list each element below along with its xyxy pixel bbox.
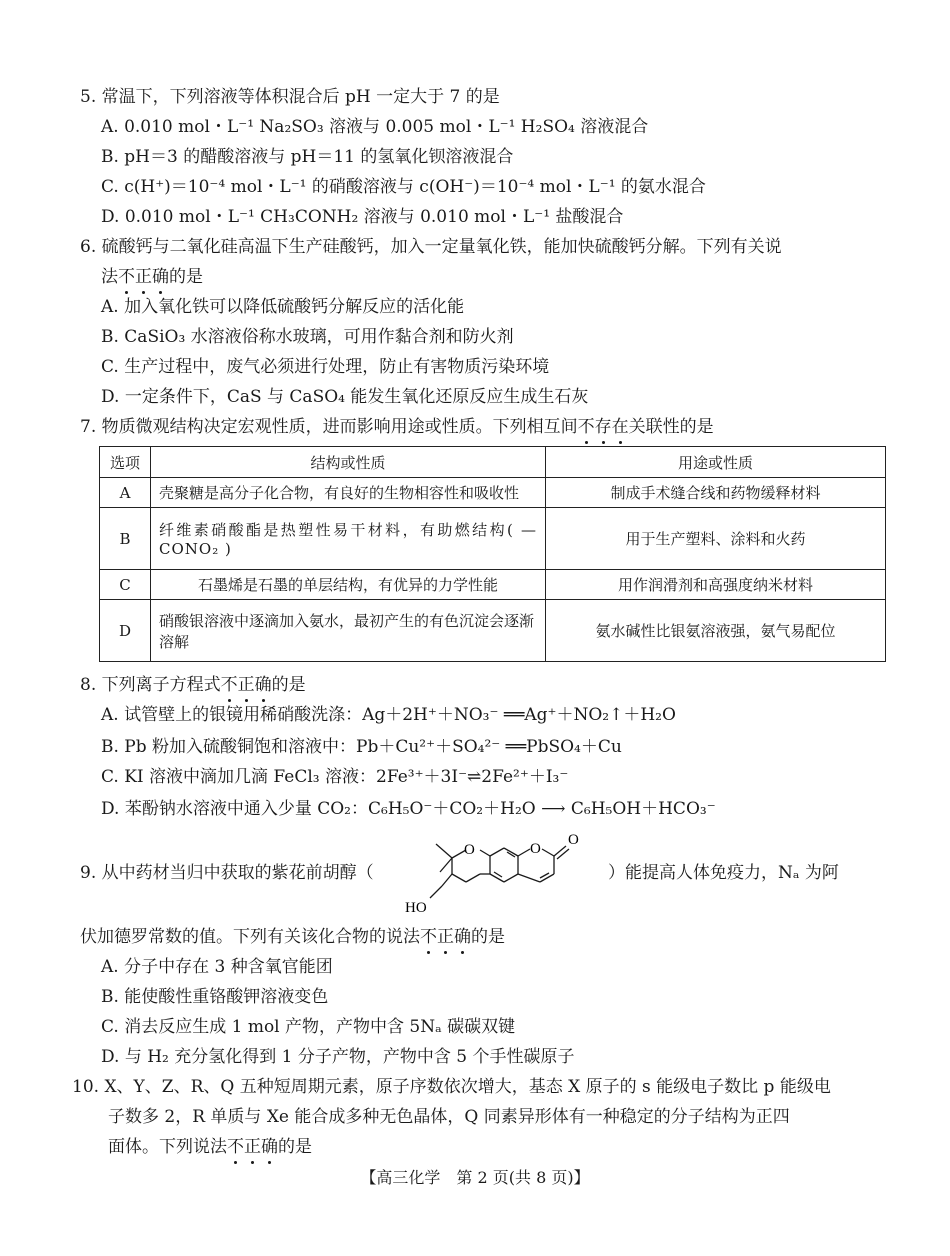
q8-stem-text: 8. 下列离子方程式 xyxy=(80,675,221,695)
q5-stem: 5. 常温下，下列溶液等体积混合后 pH 一定大于 7 的是 xyxy=(80,87,500,107)
q5-option-b: B. pH＝3 的醋酸溶液与 pH＝11 的氢氧化钡溶液混合 xyxy=(101,147,514,167)
table-row xyxy=(100,508,886,570)
emphasis-char: 正 xyxy=(244,1137,261,1157)
q7-table xyxy=(99,446,886,662)
table-cell-key: A xyxy=(100,478,151,508)
table-header-row xyxy=(100,447,886,478)
q8-option-a: A. 试管壁上的银镜用稀硝酸洗涤：Ag＋2H⁺＋NO₃⁻ ══Ag⁺＋NO₂↑＋H₂O xyxy=(101,705,676,725)
emphasis-char: 正 xyxy=(437,927,454,947)
q10-stem-text: 的是 xyxy=(278,1137,312,1157)
emphasis-char: 存 xyxy=(594,417,612,437)
q7-stem xyxy=(80,416,714,438)
q9-option-c: C. 消去反应生成 1 mol 产物，产物中含 5Nₐ 碳碳双键 xyxy=(101,1017,516,1037)
q6-stem-text: 法 xyxy=(101,267,118,287)
q10-stem-text: 面体。下列说法 xyxy=(108,1137,227,1157)
q9-option-d: D. 与 H₂ 充分氢化得到 1 分子产物，产物中含 5 个手性碳原子 xyxy=(101,1047,575,1067)
emphasis-char: 确 xyxy=(454,927,471,947)
table-cell-struct: 壳聚糖是高分子化合物，有良好的生物相容性和吸收性 xyxy=(151,478,546,508)
q6-stem-text: 的是 xyxy=(169,267,203,287)
q5-option-c: C. c(H⁺)＝10⁻⁴ mol・L⁻¹ 的硝酸溶液与 c(OH⁻)＝10⁻⁴ mol・L⁻¹ 的氨水混合 xyxy=(101,177,706,197)
mol-o-label: O xyxy=(568,832,579,848)
table-header: 结构或性质 xyxy=(151,447,546,478)
q8-option-b: B. Pb 粉加入硫酸铜饱和溶液中：Pb＋Cu²⁺＋SO₄²⁻ ══PbSO₄＋Cu xyxy=(101,737,622,757)
emphasis-char: 不 xyxy=(420,927,437,947)
emphasis-char: 不 xyxy=(577,417,595,437)
q9-stem-text: 的是 xyxy=(471,927,505,947)
q10-stem-line3 xyxy=(108,1136,312,1158)
q6-stem-line2 xyxy=(101,266,203,288)
emphasis-char: 不 xyxy=(118,267,135,287)
table-header: 用途或性质 xyxy=(546,447,886,478)
decursinol-structure xyxy=(400,826,610,918)
emphasis-char: 确 xyxy=(152,267,169,287)
q6-option-a: A. 加入氧化铁可以降低硫酸钙分解反应的活化能 xyxy=(101,297,465,317)
q10-stem-line1: 10. X、Y、Z、R、Q 五种短周期元素，原子序数依次增大，基态 X 原子的 s 能级电子数比 p 能级电 xyxy=(72,1077,831,1097)
q8-option-d: D. 苯酚钠水溶液中通入少量 CO₂：C₆H₅O⁻＋CO₂＋H₂O ⟶ C₆H₅OH＋HCO₃⁻ xyxy=(101,799,716,819)
q7-stem-text: 关联性的是 xyxy=(628,417,714,437)
molecule-bonds xyxy=(436,844,569,886)
emphasis-char: 不 xyxy=(220,675,238,695)
table-row xyxy=(100,570,886,600)
mol-o-label: O xyxy=(464,842,475,858)
table-cell-use: 用作润滑剂和高强度纳米材料 xyxy=(546,570,886,600)
table-cell-key: D xyxy=(100,600,151,662)
table-row xyxy=(100,478,886,508)
emphasis-char: 正 xyxy=(237,675,255,695)
table-cell-struct: 石墨烯是石墨的单层结构，有优异的力学性能 xyxy=(151,570,546,600)
q8-option-c: C. KI 溶液中滴加几滴 FeCl₃ 溶液：2Fe³⁺＋3I⁻⇌2Fe²⁺＋I₃⁻ xyxy=(101,767,569,787)
q5-option-a: A. 0.010 mol・L⁻¹ Na₂SO₃ 溶液与 0.005 mol・L⁻¹ H₂SO₄ 溶液混合 xyxy=(101,117,649,137)
table-cell-struct: 硝酸银溶液中逐滴加入氨水，最初产生的有色沉淀会逐渐溶解 xyxy=(151,600,546,662)
q9-stem-part2: ）能提高人体免疫力，Nₐ 为阿 xyxy=(608,863,839,883)
q6-option-b: B. CaSiO₃ 水溶液俗称水玻璃，可用作黏合剂和防火剂 xyxy=(101,327,514,347)
table-cell-struct: 纤维素硝酸酯是热塑性易干材料，有助燃结构( —CONO₂ ) xyxy=(151,508,546,570)
q6-option-d: D. 一定条件下，CaS 与 CaSO₄ 能发生氧化还原反应生成生石灰 xyxy=(101,387,589,407)
q6-stem-line1: 6. 硫酸钙与二氧化硅高温下生产硅酸钙，加入一定量氧化铁，能加快硫酸钙分解。下列有关说 xyxy=(80,237,782,257)
table-cell-key: C xyxy=(100,570,151,600)
q9-option-a: A. 分子中存在 3 种含氧官能团 xyxy=(101,957,333,977)
mol-o-label: O xyxy=(530,841,541,857)
q7-stem-text: 7. 物质微观结构决定宏观性质，进而影响用途或性质。下列相互间 xyxy=(80,417,578,437)
emphasis-char: 确 xyxy=(254,675,272,695)
table-row xyxy=(100,600,886,662)
q8-stem-text: 的是 xyxy=(271,675,306,695)
table-cell-use: 制成手术缝合线和药物缓释材料 xyxy=(546,478,886,508)
q9-stem-part1: 9. 从中药材当归中获取的紫花前胡醇（ xyxy=(80,863,374,883)
q9-stem-line2 xyxy=(80,926,505,948)
emphasis-char: 在 xyxy=(611,417,629,437)
page-footer: 【高三化学 第 2 页(共 8 页)】 xyxy=(360,1168,590,1187)
q9-stem-text: 伏加德罗常数的值。下列有关该化合物的说法 xyxy=(80,927,420,947)
q5-option-d: D. 0.010 mol・L⁻¹ CH₃CONH₂ 溶液与 0.010 mol・L⁻¹ 盐酸混合 xyxy=(101,207,624,227)
table-cell-key: B xyxy=(100,508,151,570)
q9-option-b: B. 能使酸性重铬酸钾溶液变色 xyxy=(101,987,329,1007)
table-cell-use: 氨水碱性比银氨溶液强，氨气易配位 xyxy=(546,600,886,662)
table-header: 选项 xyxy=(100,447,151,478)
q6-option-c: C. 生产过程中，废气必须进行处理，防止有害物质污染环境 xyxy=(101,357,550,377)
q10-stem-line2: 子数多 2，R 单质与 Xe 能合成多种无色晶体，Q 同素异形体有一种稳定的分子结构为正四 xyxy=(108,1107,790,1127)
emphasis-char: 不 xyxy=(227,1137,244,1157)
q8-stem xyxy=(80,674,306,696)
table-cell-use: 用于生产塑料、涂料和火药 xyxy=(546,508,886,570)
mol-ho-label: HO xyxy=(405,900,427,916)
emphasis-char: 确 xyxy=(261,1137,278,1157)
emphasis-char: 正 xyxy=(135,267,152,287)
